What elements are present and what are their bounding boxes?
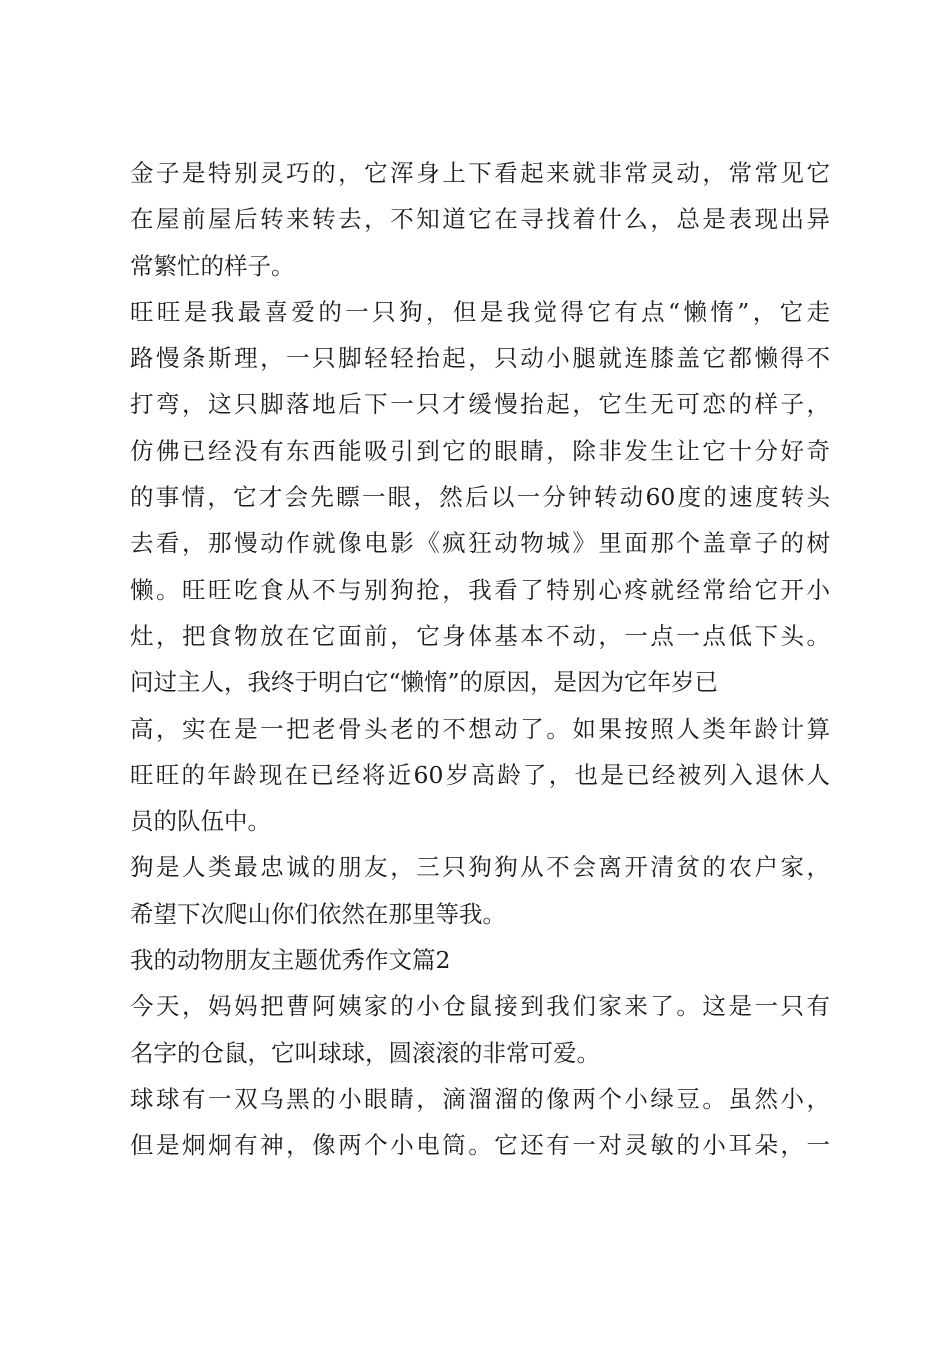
document-body	[130, 150, 830, 1169]
text-line: 但是炯炯有神，像两个小电筒。它还有一对灵敏的小耳朵，一	[130, 1131, 830, 1160]
text-line: 灶，把食物放在它面前，它身体基本不动，一点一点低下头。	[130, 621, 830, 650]
text-line: 我的动物朋友主题优秀作文篇2	[130, 946, 451, 975]
text-line: 去看，那慢动作就像电影《疯狂动物城》里面那个盖章子的树	[130, 529, 830, 558]
text-line: 今天，妈妈把曹阿姨家的小仓鼠接到我们家来了。这是一只有	[130, 992, 830, 1021]
text-line: 狗是人类最忠诚的朋友，三只狗狗从不会离开清贫的农户家，	[130, 853, 830, 882]
text-line: 常繁忙的样子。	[130, 251, 295, 280]
text-line: 路慢条斯理，一只脚轻轻抬起，只动小腿就连膝盖它都懒得不	[130, 344, 830, 373]
text-line: 希望下次爬山你们依然在那里等我。	[130, 899, 506, 928]
text-line: 在屋前屋后转来转去，不知道它在寻找着什么，总是表现出异	[130, 205, 830, 234]
text-line: 问过主人，我终于明白它“懒惰”的原因，是因为它年岁已	[130, 668, 719, 697]
text-line: 的事情，它才会先瞟一眼，然后以一分钟转动60度的速度转头	[130, 483, 830, 512]
text-line: 懒。旺旺吃食从不与别狗抢，我看了特别心疼就经常给它开小	[130, 575, 830, 604]
text-line: 旺旺的年龄现在已经将近60岁高龄了，也是已经被列入退休人	[130, 760, 830, 789]
text-line: 员的队伍中。	[130, 807, 271, 836]
text-line: 打弯，这只脚落地后下一只才缓慢抬起，它生无可恋的样子，	[130, 390, 830, 419]
text-line: 仿佛已经没有东西能吸引到它的眼睛，除非发生让它十分好奇	[130, 436, 830, 465]
text-line: 高，实在是一把老骨头老的不想动了。如果按照人类年龄计算	[130, 714, 830, 743]
text-line: 旺旺是我最喜爱的一只狗，但是我觉得它有点“懒惰”，它走	[130, 297, 830, 326]
text-line: 金子是特别灵巧的，它浑身上下看起来就非常灵动，常常见它	[130, 159, 830, 187]
text-line: 球球有一双乌黑的小眼睛，滴溜溜的像两个小绿豆。虽然小，	[130, 1084, 830, 1113]
text-line: 名字的仓鼠，它叫球球，圆滚滚的非常可爱。	[130, 1038, 600, 1067]
